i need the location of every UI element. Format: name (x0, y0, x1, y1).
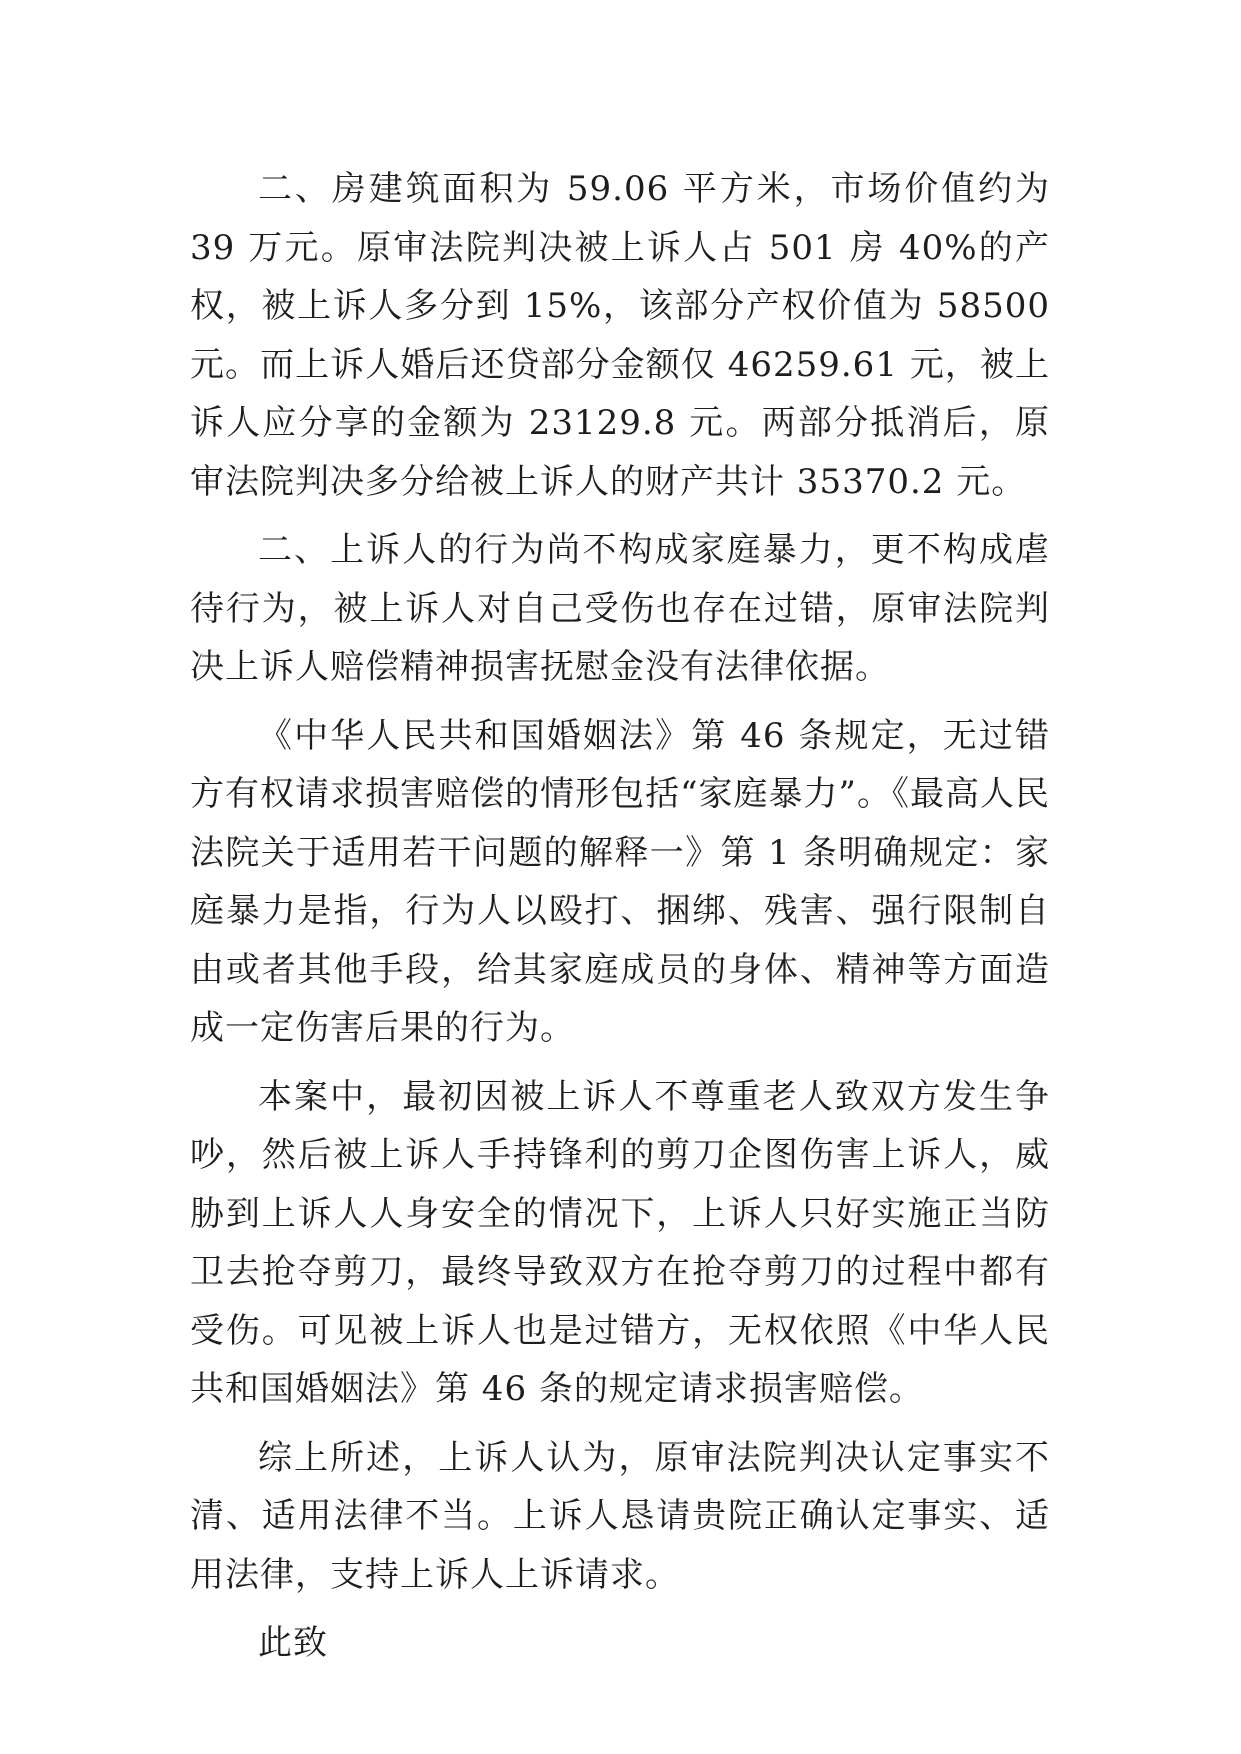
paragraph-marriage-law-article: 《中华人民共和国婚姻法》第 46 条规定，无过错方有权请求损害赔偿的情形包括“家庭暴力”。《最高人民法院关于适用若干问题的解释一》第 1 条明确规定：家庭暴力是指，行为人以殴打、捆绑、残害、强行限制自由或者其他手段，给其家庭成员的身体、精神等方面造成一定伤害后果的行为。 (190, 715, 1050, 1048)
paragraph-case-facts: 本案中，最初因被上诉人不尊重老人致双方发生争吵，然后被上诉人手持锋利的剪刀企图伤害上诉人，威胁到上诉人人身安全的情况下，上诉人只好实施正当防卫去抢夺剪刀，最终导致双方在抢夺剪刀的过程中都有受伤。可见被上诉人也是过错方，无权依照《中华人民共和国婚姻法》第 46 条的规定请求损害赔偿。 (190, 1076, 1050, 1409)
paragraph-property-value: 二、房建筑面积为 59.06 平方米，市场价值约为 39 万元。原审法院判决被上诉人占 501 房 40%的产权，被上诉人多分到 15%，该部分产权价值为 58500 元。而上诉人婚后还贷部分金额仅 46259.61 元，被上诉人应分享的金额为 23129.8 元。两部分抵消后，原审法院判决多分给被上诉人的财产共计 35370.2 元。 (190, 169, 1050, 502)
document-body (190, 160, 1050, 1683)
paragraph-domestic-violence-claim: 二、上诉人的行为尚不构成家庭暴力，更不构成虐待行为，被上诉人对自己受伤也存在过错，原审法院判决上诉人赔偿精神损害抚慰金没有法律依据。 (190, 530, 1050, 687)
closing-salutation: 此致 (258, 1623, 328, 1663)
paragraph-conclusion: 综上所述，上诉人认为，原审法院判决认定事实不清、适用法律不当。上诉人恳请贵院正确认定事实、适用法律，支持上诉人上诉请求。 (190, 1437, 1050, 1595)
